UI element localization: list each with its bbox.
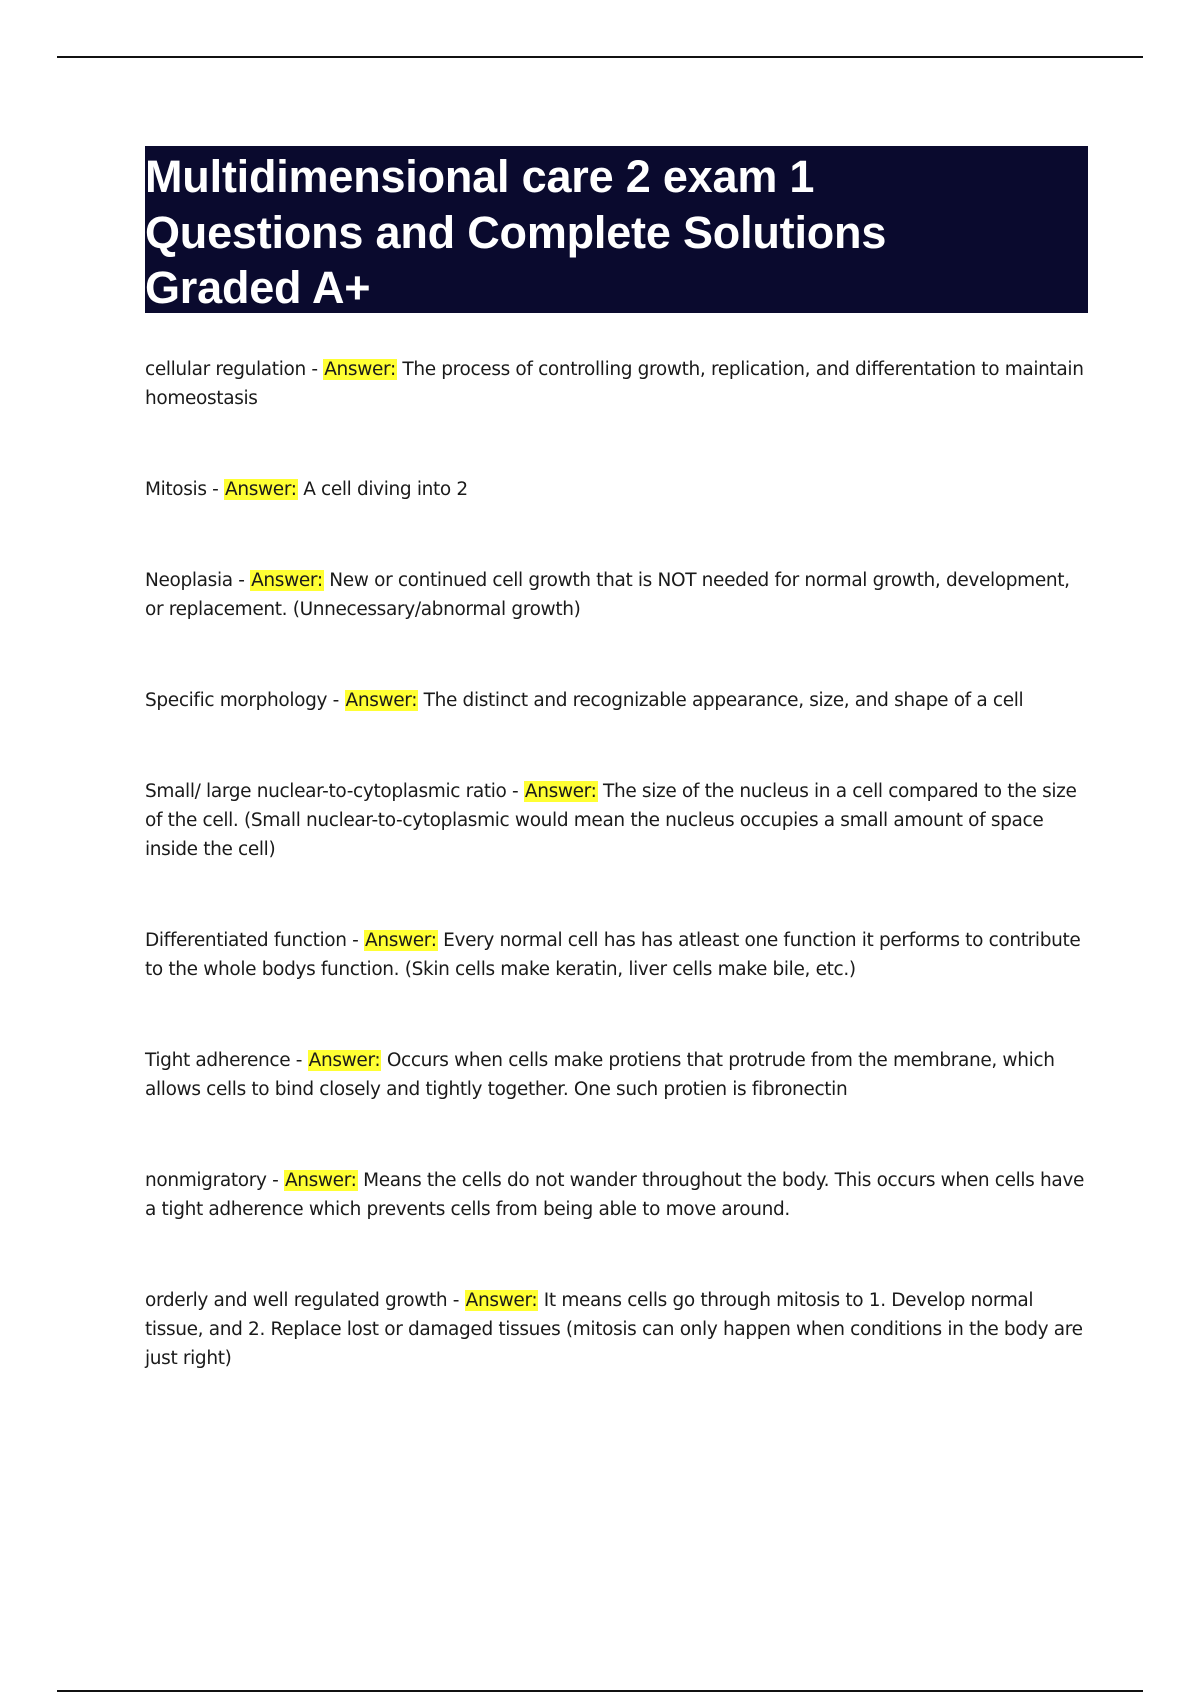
qa-separator: -	[305, 359, 324, 380]
qa-answer: The distinct and recognizable appearance, size, and shape of a cell	[423, 690, 1024, 711]
answer-label-highlight: Answer:	[324, 359, 396, 380]
qa-item	[145, 777, 1090, 864]
qa-answer: The size of the nucleus in a cell compared to the size of the cell. (Small nuclear-to-cytoplasmic would mean the nucleus occupies a small amount of space inside the cell)	[145, 781, 1077, 860]
qa-separator: -	[266, 1170, 284, 1191]
qa-answer: Occurs when cells make protiens that protrude from the membrane, which allows cells to bind closely and tightly together. One such protien is fibronectin	[145, 1050, 1055, 1100]
qa-term: Specific morphology	[145, 690, 328, 711]
answer-label-highlight: Answer:	[465, 1290, 538, 1311]
qa-item	[145, 686, 1090, 715]
title-banner	[145, 146, 1088, 313]
qa-term: Small/ large nuclear-to-cytoplasmic ratio	[145, 781, 507, 802]
qa-term: nonmigratory	[145, 1170, 267, 1191]
answer-label-highlight: Answer:	[365, 930, 437, 951]
qa-item	[145, 1286, 1090, 1373]
answer-label-highlight: Answer:	[251, 570, 323, 591]
answer-label-highlight: Answer:	[225, 479, 297, 500]
qa-list	[145, 355, 1090, 1373]
qa-answer: Every normal cell has has atleast one function it performs to contribute to the whole bodys function. (Skin cells make keratin, liver cells make bile, etc.)	[145, 930, 1081, 980]
qa-answer: Means the cells do not wander throughout the body. This occurs when cells have a tight adherence which prevents cells from being able to move around.	[145, 1170, 1084, 1220]
qa-item	[145, 475, 1090, 504]
qa-item	[145, 1166, 1090, 1224]
title-line: Multidimensional care 2 exam 1	[145, 151, 815, 202]
qa-item	[145, 355, 1090, 413]
qa-term: Tight adherence	[145, 1050, 291, 1071]
qa-item	[145, 926, 1090, 984]
qa-separator: -	[327, 690, 345, 711]
title-line: Questions and Complete Solutions	[145, 206, 887, 258]
qa-separator: -	[206, 479, 225, 500]
qa-answer: New or continued cell growth that is NOT needed for normal growth, development, or replacement. (Unnecessary/abnormal growth)	[145, 570, 1070, 620]
top-rule	[57, 56, 1143, 58]
answer-label-highlight: Answer:	[524, 781, 597, 802]
qa-term: Mitosis	[145, 479, 207, 500]
qa-term: Neoplasia	[145, 570, 233, 591]
qa-separator: -	[232, 570, 251, 591]
qa-separator: -	[290, 1050, 308, 1071]
qa-separator: -	[346, 930, 365, 951]
qa-answer: A cell diving into 2	[303, 479, 468, 500]
qa-term: Differentiated function	[145, 930, 347, 951]
qa-answer: The process of controlling growth, replication, and differentation to maintain homeostasis	[145, 359, 1084, 409]
document-title	[145, 149, 1088, 316]
qa-separator: -	[506, 781, 524, 802]
answer-label-highlight: Answer:	[284, 1170, 357, 1191]
qa-item	[145, 566, 1090, 624]
answer-label-highlight: Answer:	[308, 1050, 381, 1071]
qa-answer: It means cells go through mitosis to 1. Develop normal tissue, and 2. Replace lost or damaged tissues (mitosis can only happen when conditions in the body are just right)	[145, 1290, 1083, 1369]
qa-term: orderly and well regulated growth	[145, 1290, 448, 1311]
bottom-rule	[57, 1690, 1143, 1692]
qa-item	[145, 1046, 1090, 1104]
title-line: Graded A+	[145, 262, 371, 313]
qa-separator: -	[447, 1290, 465, 1311]
answer-label-highlight: Answer:	[345, 690, 418, 711]
qa-term: cellular regulation	[145, 359, 306, 380]
